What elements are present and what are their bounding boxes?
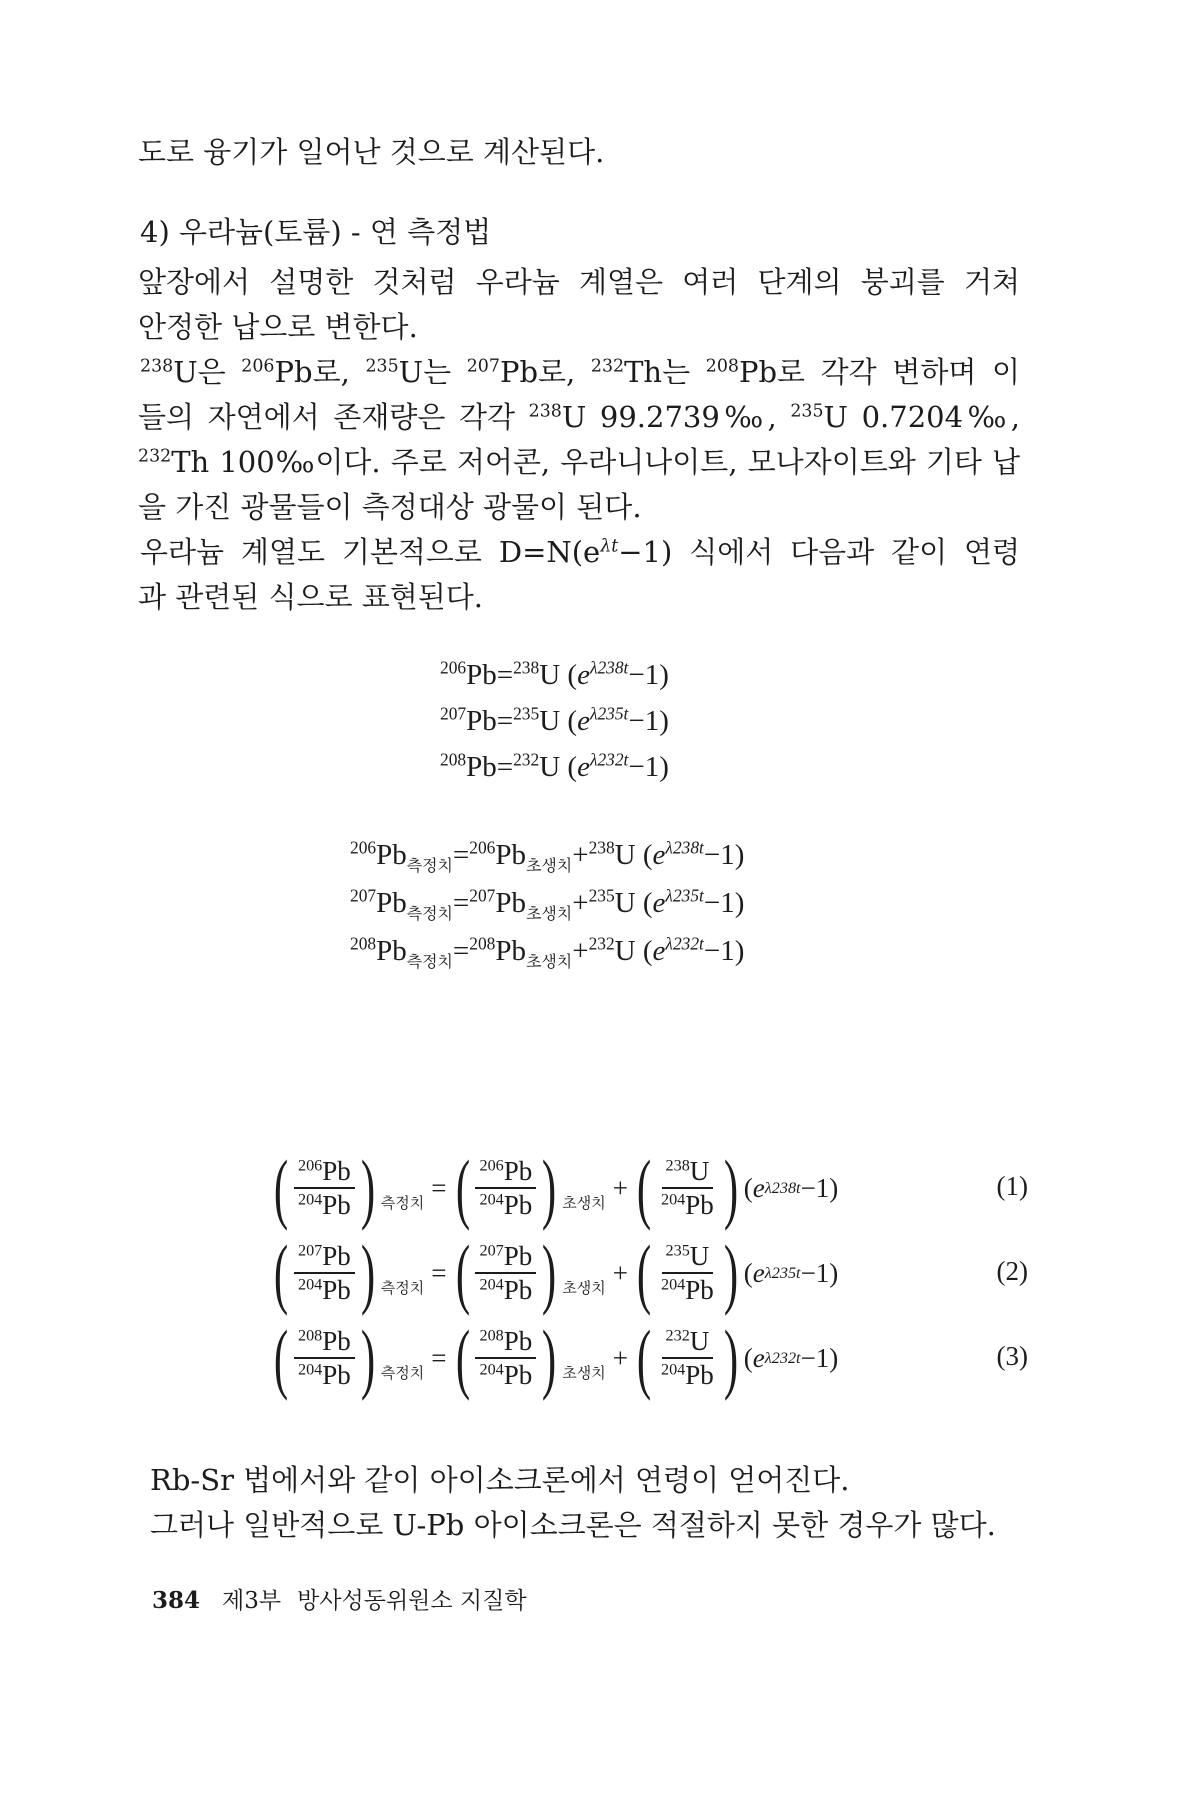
isotope-mass: 204 (479, 1360, 504, 1379)
isotope-mass: 238 (513, 657, 540, 678)
isotope-mass: 235 (665, 1241, 690, 1260)
element: Pb (322, 1275, 351, 1305)
isotope-mass: 204 (297, 1360, 323, 1379)
isotope-mass: 238 (588, 837, 615, 858)
euler-e: e (577, 751, 590, 783)
euler-e: e (577, 659, 590, 691)
element: Pb (322, 1241, 351, 1271)
paren: ( (567, 659, 578, 691)
element: U (614, 935, 636, 967)
equation-number: (2) (996, 1256, 1028, 1286)
isotope-mass: 207 (466, 356, 500, 377)
subscript: 초생치 (562, 1366, 606, 1382)
subscript: 측정치 (406, 905, 453, 923)
isotope-mass: 204 (479, 1275, 504, 1294)
exponent: λ235t (589, 703, 629, 724)
page-number: 384 (152, 1587, 201, 1614)
text-line-continuation (138, 132, 604, 172)
paren: ( (743, 1257, 753, 1288)
paren: ( (567, 705, 578, 737)
element: Pb (499, 355, 539, 389)
element: Pb (495, 935, 527, 967)
operator: = (496, 705, 514, 737)
operator: −1) (703, 887, 745, 919)
text-line-p2a (138, 262, 1020, 302)
subscript: 측정치 (380, 1366, 425, 1382)
euler-e: e (577, 705, 590, 737)
element: Pb (503, 1360, 533, 1390)
element: U (539, 751, 561, 783)
element: Pb (376, 839, 407, 871)
operator: + (612, 1172, 628, 1203)
element: Pb (466, 659, 497, 691)
element: U (539, 659, 561, 691)
isotope-mass: 232 (590, 356, 625, 377)
text: 는 (662, 355, 706, 389)
exponent: λ235t (665, 885, 704, 906)
isotope-mass: 235 (365, 356, 399, 377)
text-line-p2b (138, 307, 418, 347)
text: 들의 자연에서 존재량은 각각 (138, 400, 529, 434)
equation-208 (440, 747, 669, 787)
text-line-p3d (138, 487, 642, 527)
euler-e: e (652, 935, 666, 967)
euler-e: e (652, 887, 666, 919)
isotope-mass: 208 (479, 1326, 504, 1345)
operator: + (572, 935, 589, 967)
exponent: λt (600, 536, 619, 557)
element: Pb (685, 1190, 714, 1220)
operator: −1) (800, 1342, 839, 1373)
isotope-mass: 232 (665, 1326, 690, 1345)
euler-e: e (752, 1257, 765, 1288)
element: Pb (503, 1241, 533, 1271)
element: Pb (738, 355, 778, 389)
element: Pb (322, 1326, 351, 1356)
book-title: 방사성동위원소 지질학 (297, 1588, 527, 1614)
part-label: 제3부 (222, 1588, 282, 1614)
operator: = (496, 751, 514, 783)
isotope-mass: 204 (297, 1190, 323, 1209)
paren: ( (642, 887, 653, 919)
element: Pb (685, 1360, 714, 1390)
isotope-mass: 232 (138, 446, 172, 467)
text-line-p4b (138, 577, 483, 617)
heading-text: 4) 우라늄(토륨) - 연 측정법 (140, 215, 492, 249)
equation-measured-208 (350, 931, 744, 971)
exponent: λ232t (665, 933, 704, 954)
isotope-mass: 207 (440, 703, 467, 724)
isotope-mass: 206 (297, 1156, 323, 1175)
euler-e: e (752, 1342, 765, 1373)
element: U (561, 400, 587, 434)
subscript: 초생치 (526, 905, 573, 923)
operator: = (431, 1257, 447, 1288)
operator: = (452, 839, 470, 871)
operator: + (572, 887, 589, 919)
paren: ( (642, 935, 653, 967)
page-footer (152, 1582, 527, 1615)
equation-number: (3) (996, 1341, 1028, 1371)
text: 0.7204‰, (848, 400, 1020, 434)
paren: ( (743, 1172, 753, 1203)
subscript: 초생치 (526, 953, 573, 971)
isotope-mass: 204 (660, 1275, 686, 1294)
element: U (689, 1326, 710, 1356)
text: 을 가진 광물들이 측정대상 광물이 된다. (138, 490, 642, 524)
text: 로 (777, 355, 806, 389)
euler-e: e (652, 839, 666, 871)
element: Pb (503, 1275, 533, 1305)
text-line-p3c (138, 442, 1020, 482)
text: 안정한 납으로 변한다. (138, 310, 418, 344)
element: U (614, 887, 636, 919)
isotope-mass: 207 (479, 1241, 504, 1260)
operator: + (572, 839, 589, 871)
text-line-p6 (150, 1505, 996, 1545)
element: Pb (322, 1360, 351, 1390)
subscript: 측정치 (380, 1196, 425, 1212)
section-heading (140, 212, 491, 252)
isotope-mass: 208 (705, 356, 739, 377)
operator: −1) (628, 659, 669, 691)
text: Rb-Sr 법에서와 같이 아이소크론에서 연령이 얻어진다. (150, 1463, 850, 1497)
isotope-mass: 207 (297, 1241, 323, 1260)
text: 그러나 일반적으로 U-Pb 아이소크론은 적절하지 못한 경우가 많다. (150, 1508, 996, 1542)
element: Pb (495, 839, 527, 871)
equation-measured-206 (350, 835, 744, 875)
isotope-mass: 208 (297, 1326, 323, 1345)
isotope-mass: 204 (479, 1190, 504, 1209)
operator: + (612, 1342, 628, 1373)
operator: −1) (628, 751, 669, 783)
operator: −1) (703, 839, 745, 871)
isotope-mass: 238 (528, 401, 562, 422)
text: 앞장에서 설명한 것처럼 우라늄 계열은 여러 단계의 붕괴를 거쳐 (138, 265, 1020, 299)
isotope-mass: 235 (790, 401, 824, 422)
element: Pb (503, 1156, 533, 1186)
element: Pb (466, 705, 497, 737)
text: 은 (197, 355, 242, 389)
isotope-mass: 206 (440, 657, 467, 678)
text-line-p4a (140, 532, 1020, 572)
element: U (689, 1241, 710, 1271)
exponent: λ232t (589, 749, 629, 770)
element: Pb (503, 1326, 533, 1356)
operator: −1) (800, 1172, 839, 1203)
isotope-mass: 208 (469, 933, 496, 954)
text: 는 (423, 355, 467, 389)
isotope-mass: 207 (469, 885, 496, 906)
isotope-mass: 206 (469, 837, 496, 858)
element: U (539, 705, 561, 737)
operator: = (452, 887, 470, 919)
text: 로, (538, 355, 591, 389)
isotope-mass: 204 (660, 1190, 686, 1209)
element: Pb (274, 355, 313, 389)
paren: ( (642, 839, 653, 871)
isotope-mass: 206 (241, 356, 275, 377)
text: 로, (312, 355, 366, 389)
isotope-mass: 238 (665, 1156, 690, 1175)
operator: = (431, 1342, 447, 1373)
element: Pb (466, 751, 497, 783)
isotope-mass: 204 (660, 1360, 686, 1379)
element: U (614, 839, 636, 871)
text-line-p3b (138, 397, 1020, 437)
element: Pb (495, 887, 527, 919)
isochron-equation-2: ( $\frac{^{207}Pb}{^{204}Pb}$ ) 측정치 = ( $\frac{^{207}Pb}{^{204}Pb}$ ) 초생치 + ( $\frac{^{235}U}{^{204}Pb}$ ) ( e λ235t −1) (2) (273, 1229, 1028, 1316)
isotope-mass: 208 (440, 749, 467, 770)
operator: = (496, 659, 514, 691)
element: Pb (376, 935, 407, 967)
isotope-mass: 235 (513, 703, 540, 724)
subscript: 초생치 (562, 1196, 606, 1212)
subscript: 초생치 (526, 857, 573, 875)
element: U (173, 355, 198, 389)
subscript: 초생치 (562, 1281, 606, 1297)
equation-measured-207 (350, 883, 744, 923)
text: 도로 융기가 일어난 것으로 계산된다. (138, 135, 605, 169)
element: Pb (322, 1156, 351, 1186)
isochron-equation-3: ( $\frac{^{208}Pb}{^{204}Pb}$ ) 측정치 = ( $\frac{^{208}Pb}{^{204}Pb}$ ) 초생치 + ( $\frac{^{232}U}{^{204}Pb}$ ) ( e λ232t −1) (3) (273, 1314, 1028, 1401)
element: Th (624, 355, 663, 389)
element: U (689, 1156, 710, 1186)
element: Pb (685, 1275, 714, 1305)
element: U (398, 355, 424, 389)
exponent: λ238t (589, 657, 629, 678)
isotope-mass: 232 (588, 933, 615, 954)
operator: −1) (703, 935, 745, 967)
text: 우라늄 계열도 기본적으로 D=N(e (140, 535, 601, 569)
text: 100‰이다. 주로 저어콘, 우라니나이트, 모나자이트와 기타 납 (209, 445, 1020, 479)
isochron-equation-1: ( $\frac{^{206}Pb}{^{204}Pb}$ ) 측정치 = ( $\frac{^{206}Pb}{^{204}Pb}$ ) 초생치 + ( $\frac{^{238}U}{^{204}Pb}$ ) ( e λ238t −1) (1) (273, 1144, 1028, 1231)
isotope-mass: 207 (350, 885, 377, 906)
isotope-mass: 204 (297, 1275, 323, 1294)
subscript: 측정치 (406, 953, 453, 971)
exponent: λ238t (665, 837, 704, 858)
subscript: 측정치 (380, 1281, 425, 1297)
isotope-mass: 206 (479, 1156, 504, 1175)
text-line-p3a (140, 352, 1020, 392)
isotope-mass: 238 (140, 356, 174, 377)
equation-206 (440, 655, 669, 695)
text: 과 관련된 식으로 표현된다. (138, 580, 484, 614)
text: −1) 식에서 다음과 같이 연령 (618, 535, 1021, 569)
operator: = (431, 1172, 447, 1203)
isotope-mass: 235 (588, 885, 615, 906)
text: 99.2739‰, (586, 400, 791, 434)
equation-207 (440, 701, 669, 741)
isotope-mass: 208 (350, 933, 377, 954)
paren: ( (567, 751, 578, 783)
element: Pb (503, 1190, 533, 1220)
operator: + (612, 1257, 628, 1288)
paren: ( (743, 1342, 753, 1373)
element: Pb (322, 1190, 351, 1220)
element: U (823, 400, 848, 434)
operator: −1) (800, 1257, 839, 1288)
subscript: 측정치 (406, 857, 453, 875)
isotope-mass: 232 (513, 749, 540, 770)
operator: −1) (628, 705, 669, 737)
element: Th (171, 445, 210, 479)
element: Pb (376, 887, 407, 919)
isotope-mass: 206 (350, 837, 377, 858)
text: 각각 변하며 이 (805, 355, 1020, 389)
euler-e: e (752, 1172, 765, 1203)
equation-number: (1) (996, 1171, 1028, 1201)
text-line-p5 (150, 1460, 850, 1500)
operator: = (452, 935, 470, 967)
